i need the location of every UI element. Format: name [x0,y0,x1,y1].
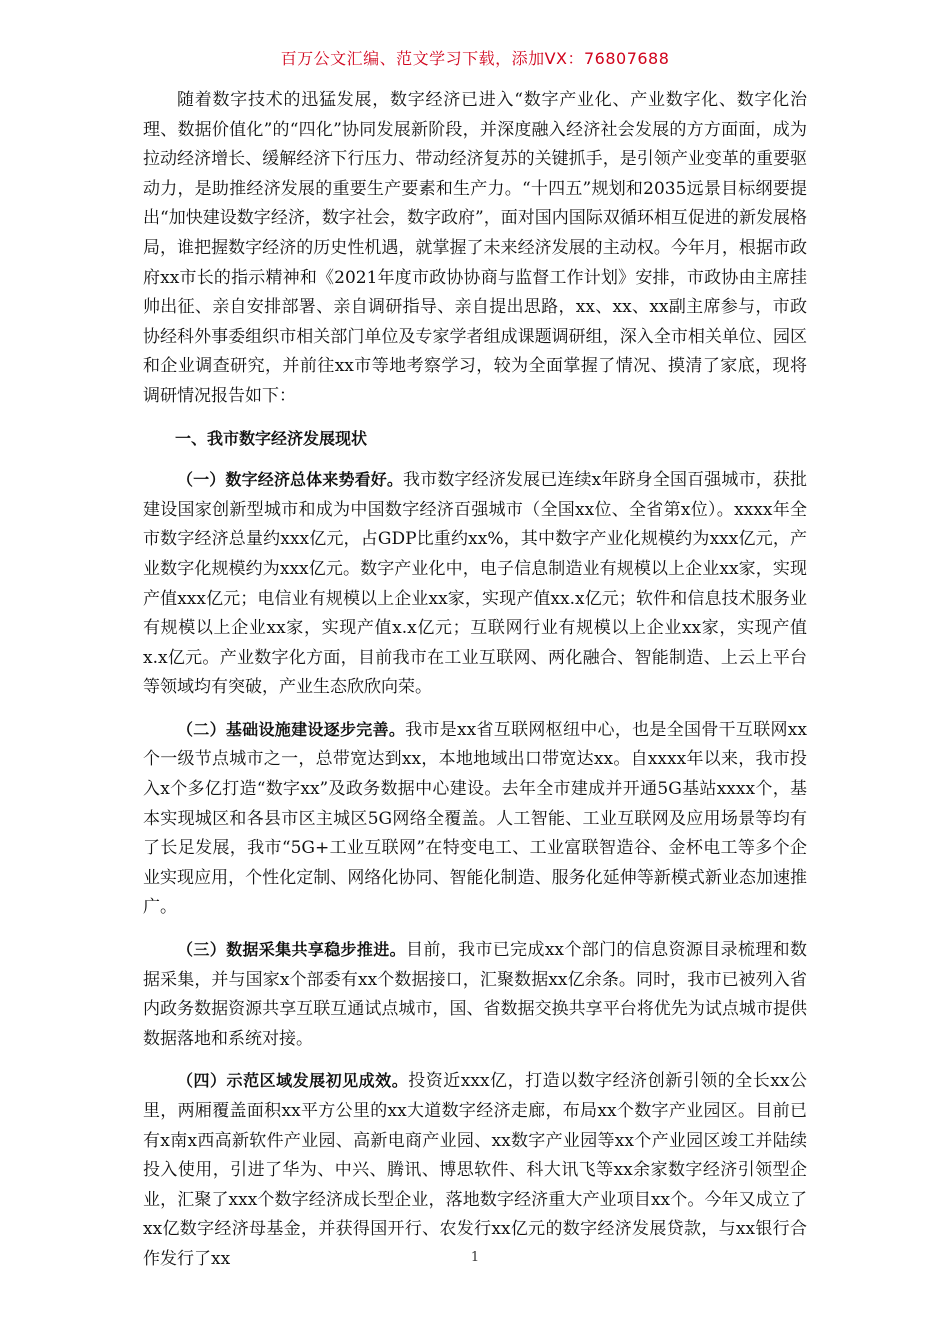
subsection-text-4: 投资近xxx亿，打造以数字经济创新引领的全长xx公里，两厢覆盖面积xx平方公里的xx大道数字经济走廊，布局xx个数字产业园区。目前已有x南x西高新软件产业园、高新电商产业园、xx数字产业园等xx个产业园区竣工并陆续投入使用，引进了华为、中兴、腾讯、博思软件、科大讯飞等xx余家数字经济引领型企业，汇聚了xxx个数字经济成长型企业，落地数字经济重大产业项目xx个。今年又成立了xx亿数字经济母基金，并获得国开行、农发行xx亿元的数字经济发展贷款，与xx银行合作发行了xx [143,1071,807,1269]
document-body [143,86,807,1287]
subsection-paragraph-3 [143,935,807,1054]
subsection-paragraph-2 [143,715,807,923]
subsection-text-2: 我市是xx省互联网枢纽中心，也是全国骨干互联网xx个一级节点城市之一，总带宽达到xx，本地地域出口带宽达xx。自xxxx年以来，我市投入x个多亿打造“数字xx”及政务数据中心建设。去年全市建成并开通5G基站xxxx个，基本实现城区和各县市区主城区5G网络全覆盖。人工智能、工业互联网及应用场景等均有了长足发展，我市“5G+工业互联网”在特变电工、工业富联智造谷、金杯电工等多个企业实现应用，个性化定制、网络化协同、智能化制造、服务化延伸等新模式新业态加速推广。 [143,719,807,918]
intro-paragraph: 随着数字技术的迅猛发展，数字经济已进入“数字产业化、产业数字化、数字化治理、数据价值化”的“四化”协同发展新阶段，并深度融入经济社会发展的方方面面，成为拉动经济增长、缓解经济下行压力、带动经济复苏的关键抓手，是引领产业变革的重要驱动力，是助推经济发展的重要生产要素和生产力。“十四五”规划和2035远景目标纲要提出“加快建设数字经济，数字社会，数字政府”，面对国内国际双循环相互促进的新发展格局，谁把握数字经济的历史性机遇，就掌握了未来经济发展的主动权。今年月，根据市政府xx市长的指示精神和《2021年度市政协协商与监督工作计划》安排，市政协由主席挂帅出征、亲自安排部署、亲自调研指导、亲自提出思路，xx、xx、xx副主席参与，市政协经科外事委组织市相关部门单位及专家学者组成课题调研组，深入全市相关单位、园区和企业调查研究，并前往xx市等地考察学习，较为全面掌握了情况、摸清了家底，现将调研情况报告如下： [143,90,807,406]
subsection-title-4: （四）示范区域发展初见成效。 [177,1071,409,1091]
subsection-title-3: （三）数据采集共享稳步推进。 [177,940,406,960]
subsection-text-3: 目前，我市已完成xx个部门的信息资源目录梳理和数据采集，并与国家x个部委有xx个数据接口，汇聚数据xx亿余条。同时，我市已被列入省内政务数据资源共享互联互通试点城市，国、省数据交换共享平台将优先为试点城市提供数据落地和系统对接。 [143,940,807,1049]
header-banner: 百万公文汇编、范文学习下载，添加VX：76807688 [280,49,670,68]
subsection-title-1: （一）数字经济总体来势看好。 [177,470,404,490]
subsection-title-2: （二）基础设施建设逐步完善。 [177,719,406,739]
subsection-text-1: 我市数字经济发展已连续x年跻身全国百强城市，获批建设国家创新型城市和成为中国数字经济百强城市（全国xx位、全省第x位）。xxxx年全市数字经济总量约xxx亿元，占GDP比重约xx%，其中数字产业化规模约为xxx亿元，产业数字化规模约为xxx亿元。数字产业化中，电子信息制造业有规模以上企业xx家，实现产值xxx亿元；电信业有规模以上企业xx家，实现产值xx.x亿元；软件和信息技术服务业有规模以上企业xx家，实现产值x.x亿元；互联网行业有规模以上企业xx家，实现产值x.x亿元。产业数字化方面，目前我市在工业互联网、两化融合、智能制造、上云上平台等领域均有突破，产业生态欣欣向荣。 [143,470,807,698]
subsection-paragraph-1 [143,465,807,703]
section-heading: 一、我市数字经济发展现状 [175,428,368,448]
page-number: 1 [470,1250,480,1265]
subsection-paragraph-4 [143,1066,807,1274]
